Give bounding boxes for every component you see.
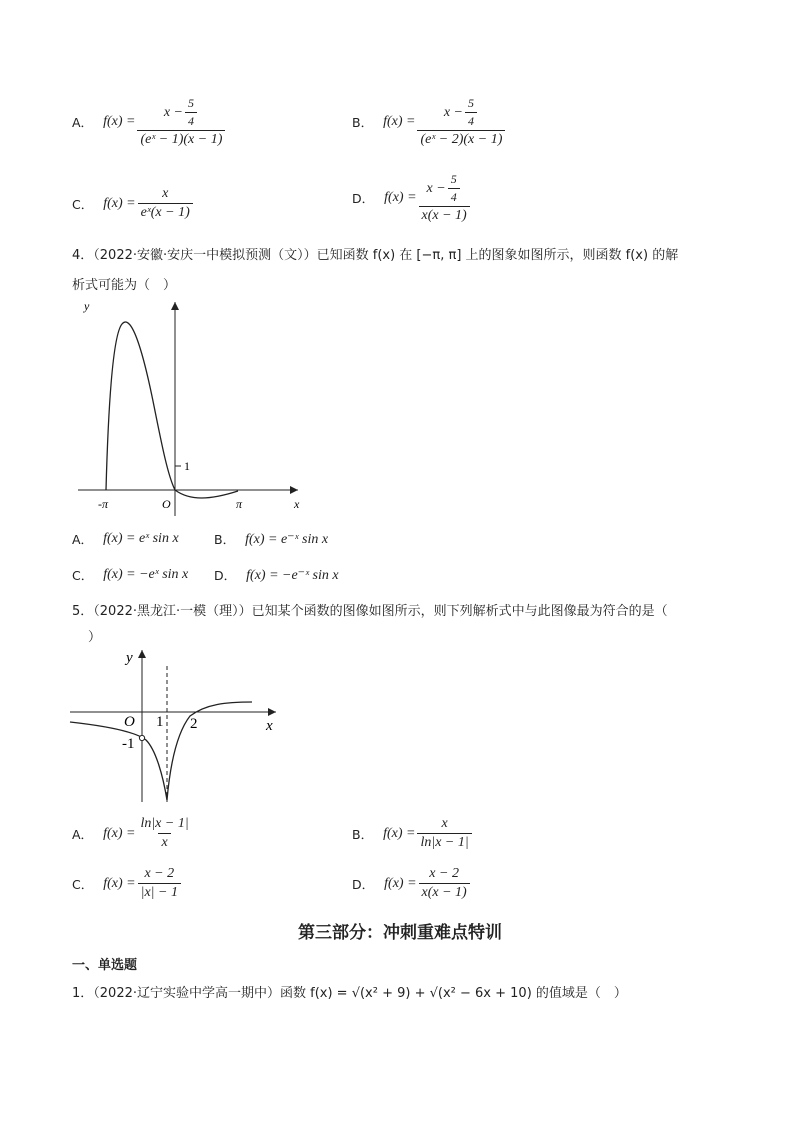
- q3-option-c[interactable]: [72, 186, 195, 221]
- origin-label: O: [162, 497, 171, 511]
- inner-numerator: 5: [187, 96, 194, 110]
- option-expression: f(x) = eˣ sin x: [103, 531, 179, 546]
- function-lhs: f(x) =: [103, 825, 136, 841]
- y-label: y: [126, 650, 133, 666]
- denominator: ln|x − 1|: [417, 833, 471, 851]
- q5-stem-line2: ）: [88, 630, 102, 645]
- function-lhs: f(x) =: [103, 114, 136, 129]
- denominator: x(x − 1): [419, 883, 470, 901]
- denominator: x(x − 1): [419, 206, 470, 224]
- x-axis-arrow: [290, 486, 298, 494]
- q4-stem-line2: 析式可能为（ ）: [72, 278, 177, 293]
- denominator: (eˣ − 1)(x − 1): [137, 130, 225, 148]
- q4-option-a[interactable]: [72, 530, 179, 548]
- q4-option-b[interactable]: [214, 530, 328, 548]
- inner-numerator: 5: [450, 172, 457, 186]
- function-lhs: f(x) =: [384, 190, 417, 205]
- numerator: [424, 172, 465, 206]
- tick-one-label: 1: [184, 459, 190, 473]
- q4-option-d[interactable]: [214, 566, 339, 584]
- function-lhs: f(x) =: [103, 195, 136, 211]
- option-label: A．: [72, 115, 94, 130]
- q4-graph: [70, 296, 310, 524]
- q3-option-a[interactable]: [72, 96, 227, 148]
- fraction: [137, 96, 225, 148]
- q5-stem-line1: 5．（2022·黑龙江·一模（理））已知某个函数的图像如图所示，则下列解析式中与此图像最为符合的是（: [72, 604, 668, 619]
- q4-stem-line1: 4．（2022·安徽·安庆一中模拟预测（文））已知函数 f(x) 在 [−π, π] 上的图象如图所示，则函数 f(x) 的解: [72, 248, 679, 263]
- numerator: x: [162, 186, 169, 201]
- inner-fraction: [185, 96, 197, 129]
- numerator: [161, 96, 202, 130]
- origin-label: O: [124, 714, 135, 730]
- option-label: C．: [72, 876, 94, 892]
- q5-option-a[interactable]: [72, 816, 194, 851]
- fraction: [138, 866, 181, 901]
- option-expression: f(x) = e⁻ˣ sin x: [245, 531, 329, 547]
- left-branch-curve: [70, 722, 167, 800]
- fraction: [419, 866, 470, 901]
- fraction: [137, 816, 191, 851]
- denominator: |x| − 1: [138, 883, 181, 901]
- y-axis-arrow: [138, 650, 146, 658]
- option-label: C．: [72, 196, 94, 212]
- option-label: D．: [352, 191, 375, 206]
- x-axis-arrow: [268, 708, 276, 716]
- inner-fraction: [465, 96, 477, 129]
- numerator: x − 2: [429, 866, 459, 881]
- q5-option-c[interactable]: [72, 866, 183, 901]
- tick-neg-one-label: -1: [122, 736, 135, 752]
- tick-two-label: 2: [190, 716, 198, 732]
- section-title: 一、单选题: [72, 958, 138, 973]
- option-expression: f(x) = −eˣ sin x: [103, 567, 189, 582]
- tick-pi-label: π: [236, 497, 243, 511]
- numerator-text: x −: [163, 104, 183, 120]
- function-curve: [106, 322, 238, 498]
- inner-denominator: 4: [448, 188, 460, 205]
- option-expression: f(x) = −e⁻ˣ sin x: [246, 567, 339, 583]
- part3-heading: 第三部分：冲刺重难点特训: [298, 923, 502, 943]
- fraction: [417, 816, 471, 851]
- fraction: [138, 186, 193, 221]
- q5-graph: [66, 646, 284, 806]
- q5-option-d[interactable]: [352, 866, 472, 901]
- tick-neg-pi-label: -π: [98, 497, 109, 511]
- numerator: x − 2: [144, 866, 175, 881]
- numerator: x: [441, 816, 448, 831]
- y-label: y: [84, 299, 90, 313]
- fraction: [417, 96, 505, 148]
- inner-numerator: 5: [468, 96, 474, 110]
- option-label: B．: [352, 115, 374, 130]
- option-label: C．: [72, 568, 94, 583]
- option-label: A．: [72, 826, 94, 842]
- option-label: A．: [72, 532, 94, 547]
- denominator: eˣ(x − 1): [138, 203, 193, 221]
- function-lhs: f(x) =: [384, 875, 417, 891]
- inner-denominator: 4: [185, 112, 197, 129]
- x-label: x: [266, 718, 273, 734]
- function-lhs: f(x) =: [383, 114, 416, 129]
- part3-q1-stem: 1．（2022·辽宁实验中学高一期中）函数 f(x) = √(x² + 9) + √(x² − 6x + 10) 的值域是（ ）: [72, 986, 627, 1001]
- option-label: D．: [214, 568, 237, 583]
- numerator-text: x −: [426, 180, 446, 196]
- tick-one-label: 1: [156, 714, 164, 730]
- denominator: (eˣ − 2)(x − 1): [417, 130, 505, 148]
- option-label: D．: [352, 876, 375, 892]
- fraction: [419, 172, 470, 224]
- q5-option-b[interactable]: [352, 816, 474, 851]
- numerator-text: x −: [443, 104, 463, 120]
- q4-option-c[interactable]: [72, 566, 188, 584]
- y-axis-arrow: [171, 302, 179, 310]
- q3-option-b[interactable]: [352, 96, 507, 148]
- x-label: x: [294, 497, 300, 511]
- q3-option-d[interactable]: [352, 172, 472, 224]
- function-lhs: f(x) =: [383, 825, 416, 841]
- numerator: [441, 96, 482, 130]
- option-label: B．: [352, 826, 374, 842]
- function-lhs: f(x) =: [103, 875, 136, 891]
- right-branch-curve: [167, 702, 252, 800]
- inner-fraction: [448, 172, 460, 205]
- denominator: x: [158, 833, 170, 851]
- inner-denominator: 4: [465, 112, 477, 129]
- numerator: ln|x − 1|: [140, 816, 189, 831]
- open-point: [139, 735, 144, 740]
- option-label: B．: [214, 532, 236, 547]
